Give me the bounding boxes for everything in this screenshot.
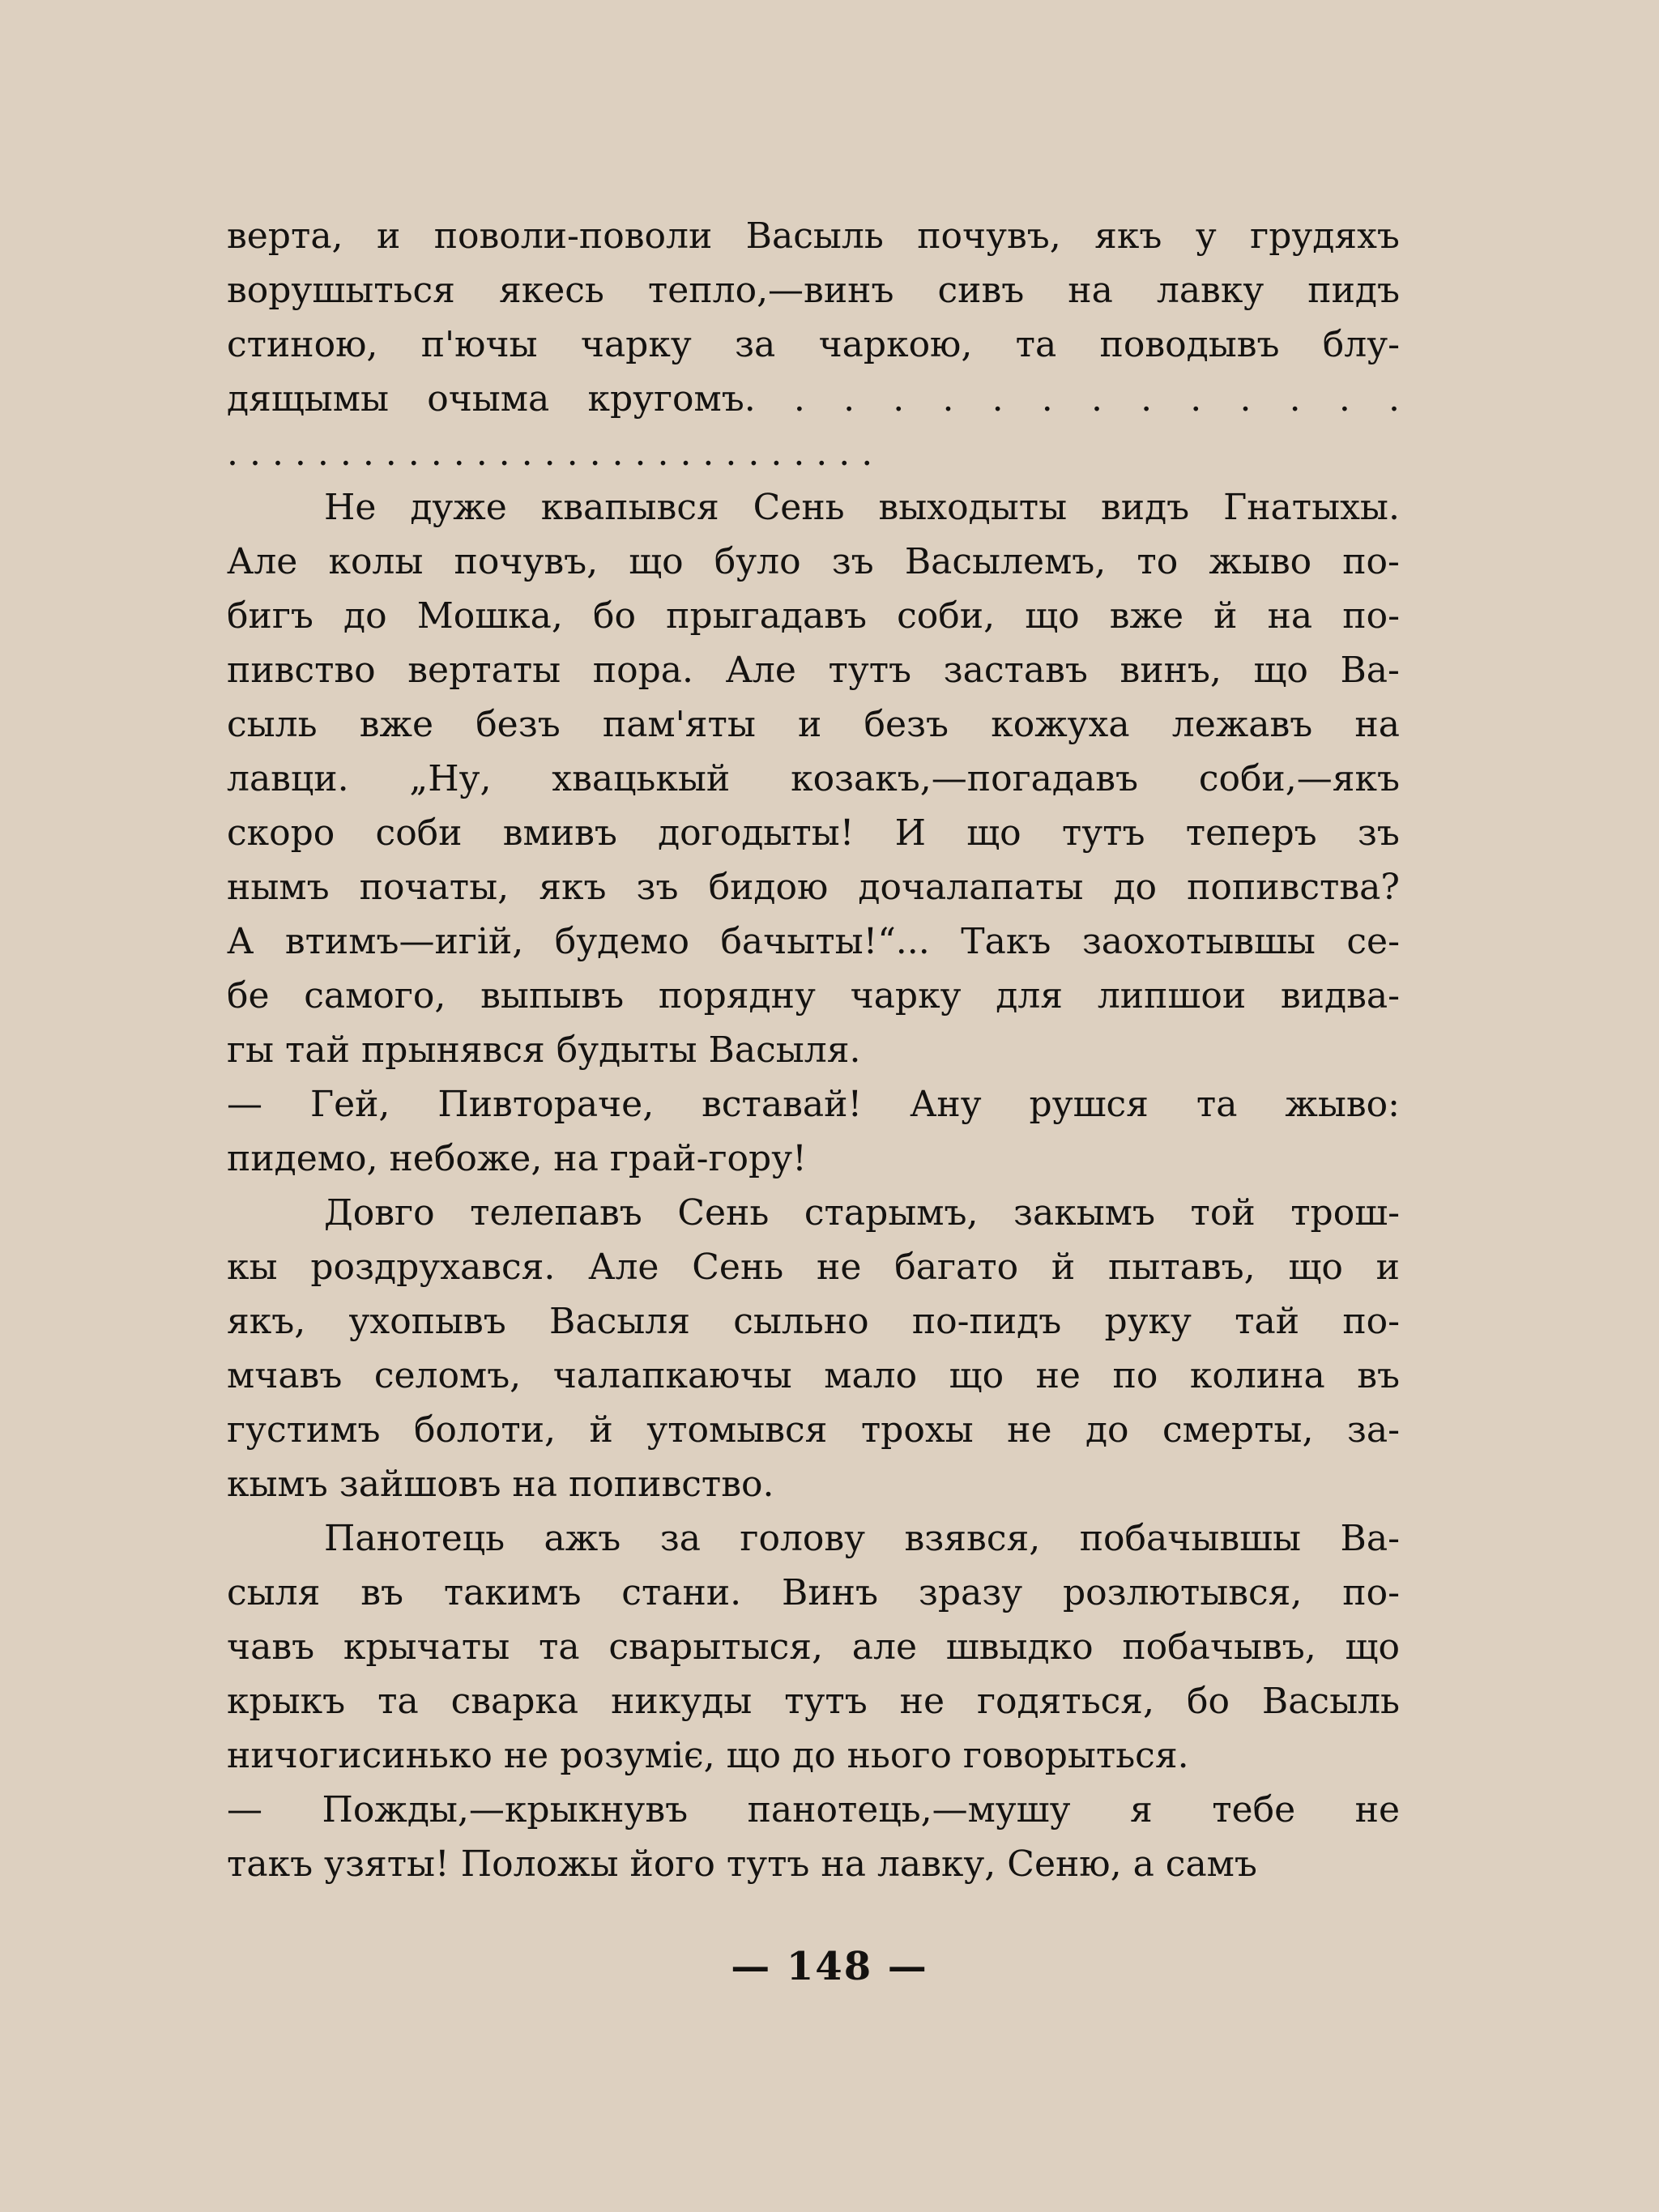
word: чавъ: [227, 1626, 315, 1668]
word: въ: [1357, 1355, 1400, 1396]
word: по-: [1342, 595, 1400, 637]
word: .: [1090, 378, 1102, 420]
word: взявся,: [904, 1518, 1041, 1559]
word: побачывшы: [1079, 1518, 1302, 1559]
text-line: [227, 589, 1400, 643]
text-line: кымъ зайшовъ на попивство.: [227, 1464, 774, 1505]
word: кы: [227, 1247, 278, 1288]
word: не: [1354, 1789, 1400, 1831]
word: по-: [1342, 541, 1400, 582]
word: й: [589, 1409, 613, 1451]
word: по-пидъ: [911, 1301, 1062, 1342]
word: дочалапаты: [858, 867, 1084, 908]
word: вертаты: [407, 650, 561, 691]
word: втимъ—игій,: [284, 921, 524, 962]
word: дящымы: [227, 378, 390, 420]
word: пытавъ,: [1107, 1247, 1256, 1288]
text-line: пидемо, небоже, на грай-гору!: [227, 1138, 807, 1179]
word: догодыты!: [658, 812, 855, 854]
word: хвацькый: [552, 758, 731, 799]
word: кругомъ.: [587, 378, 756, 420]
word: чаркою,: [818, 324, 973, 365]
text-line: [227, 643, 1400, 697]
word: багато: [894, 1247, 1019, 1288]
word: .: [1289, 378, 1301, 420]
word: жыво: [1209, 541, 1312, 582]
word: тутъ: [784, 1681, 868, 1722]
word: Сень: [692, 1247, 784, 1288]
word: .: [793, 378, 805, 420]
word: .: [992, 378, 1004, 420]
word: голову: [740, 1518, 866, 1559]
word: козакъ,—погадавъ: [791, 758, 1138, 799]
text-line: [227, 1674, 1400, 1728]
word: стиною,: [227, 324, 378, 365]
word: и: [376, 215, 401, 257]
word: порядну: [658, 975, 816, 1016]
word: соби: [375, 812, 463, 854]
word: нымъ: [227, 867, 330, 908]
word: безъ: [476, 704, 561, 745]
text-line: гы тай прынявся будыты Васыля.: [227, 1029, 861, 1071]
word: по-: [1342, 1572, 1400, 1613]
word: чарку: [580, 324, 692, 365]
word: роздрухався.: [310, 1247, 556, 1288]
text-line: [227, 1620, 1400, 1674]
word: поволи-поволи: [433, 215, 713, 257]
word: дуже: [410, 487, 507, 528]
word: верта,: [227, 215, 343, 257]
word: почувъ,: [454, 541, 599, 582]
word: зъ: [831, 541, 874, 582]
word: вже: [359, 704, 434, 745]
text-line: [227, 752, 1400, 806]
word: бигъ: [227, 595, 313, 637]
word: пидъ: [1307, 270, 1400, 311]
word: пора.: [592, 650, 693, 691]
word: самого,: [304, 975, 446, 1016]
word: побачывъ,: [1122, 1626, 1316, 1668]
word: блу-: [1322, 324, 1400, 365]
word: Але: [725, 650, 796, 691]
word: видъ: [1100, 487, 1190, 528]
word: я: [1129, 1789, 1153, 1831]
text-line: такъ узяты! Положы його тутъ на лавку, Сеню, а самъ: [227, 1843, 1257, 1885]
word: мало: [824, 1355, 918, 1396]
word: Мошка,: [416, 595, 563, 637]
word: та: [539, 1626, 580, 1668]
text-line: [227, 1294, 1400, 1349]
word: выпывъ: [480, 975, 625, 1016]
word: безъ: [864, 704, 949, 745]
word: той: [1190, 1192, 1256, 1234]
word: стани.: [621, 1572, 742, 1613]
word: якъ,: [227, 1301, 306, 1342]
word: швыдко: [945, 1626, 1094, 1668]
word: не: [1035, 1355, 1081, 1396]
word: почувъ,: [917, 215, 1061, 257]
word: розлютывся,: [1062, 1572, 1303, 1613]
word: ухопывъ: [348, 1301, 506, 1342]
word: .: [1141, 378, 1153, 420]
word: сварытыся,: [608, 1626, 823, 1668]
word: се-: [1346, 921, 1400, 962]
word: бидою: [708, 867, 829, 908]
word: Гей,: [309, 1084, 390, 1125]
word: було: [714, 541, 801, 582]
word: грудяхъ: [1250, 215, 1400, 257]
word: та: [377, 1681, 419, 1722]
text-line: [227, 1566, 1400, 1620]
word: п'ючы: [420, 324, 538, 365]
word: Сень: [677, 1192, 770, 1234]
word: що: [1345, 1626, 1400, 1668]
word: никуды: [611, 1681, 753, 1722]
word: Пивтораче,: [437, 1084, 655, 1125]
word: крыкъ: [227, 1681, 346, 1722]
word: утомывся: [646, 1409, 828, 1451]
word: на: [1068, 270, 1113, 311]
word: теперъ: [1185, 812, 1317, 854]
word: лежавъ: [1171, 704, 1313, 745]
word: старымъ,: [804, 1192, 979, 1234]
word: бо: [1186, 1681, 1230, 1722]
word: мчавъ: [227, 1355, 343, 1396]
word: Васыль: [745, 215, 884, 257]
word: Васыль: [1261, 1681, 1400, 1722]
word: панотець,—мушу: [747, 1789, 1071, 1831]
word: для: [996, 975, 1064, 1016]
word: не: [817, 1247, 862, 1288]
word: зразу: [918, 1572, 1023, 1613]
word: Гнатыхы.: [1223, 487, 1400, 528]
word: ворушыться: [227, 270, 455, 311]
word: ажъ: [544, 1518, 621, 1559]
word: якъ: [539, 867, 607, 908]
word: въ: [360, 1572, 403, 1613]
word: не: [1007, 1409, 1052, 1451]
word: тепло,—винъ: [647, 270, 894, 311]
word: видва-: [1280, 975, 1400, 1016]
word: сыльно: [733, 1301, 869, 1342]
text-line: [227, 697, 1400, 752]
text-line: [227, 1349, 1400, 1403]
word: сыль: [227, 704, 318, 745]
text-line: [227, 914, 1400, 969]
word: та: [1196, 1084, 1238, 1125]
word: Васылемъ,: [904, 541, 1107, 582]
word: годяться,: [976, 1681, 1155, 1722]
word: тай: [1235, 1301, 1300, 1342]
word: що: [949, 1355, 1004, 1396]
word: по: [1112, 1355, 1158, 1396]
word: до: [343, 595, 387, 637]
word: зъ: [1357, 812, 1400, 854]
word: якъ: [1094, 215, 1162, 257]
word: Довго: [324, 1192, 435, 1234]
text-line: [227, 1783, 1400, 1837]
word: телепавъ: [470, 1192, 642, 1234]
word: .: [1190, 378, 1202, 420]
word: що: [1288, 1247, 1343, 1288]
text-line: [227, 263, 1400, 318]
word: скоро: [227, 812, 335, 854]
text-line: [227, 535, 1400, 589]
word: крычаты: [343, 1626, 510, 1668]
word: будемо: [554, 921, 689, 962]
text-line: [227, 1240, 1400, 1294]
word: вже: [1109, 595, 1184, 637]
word: Але: [588, 1247, 659, 1288]
word: прыгадавъ: [666, 595, 868, 637]
word: Такъ: [961, 921, 1051, 962]
word: чалапкаючы: [552, 1355, 792, 1396]
word: Васыля: [549, 1301, 690, 1342]
word: на: [1267, 595, 1313, 637]
word: за: [659, 1518, 701, 1559]
word: рушся: [1029, 1084, 1149, 1125]
word: що: [966, 812, 1021, 854]
word: тутъ: [1061, 812, 1145, 854]
word: й: [1051, 1247, 1076, 1288]
word: такимъ: [443, 1572, 582, 1613]
word: у: [1195, 215, 1217, 257]
word: Ану: [910, 1084, 982, 1125]
word: сварка: [450, 1681, 579, 1722]
word: зъ: [636, 867, 679, 908]
text-line: [227, 1077, 1400, 1132]
word: соби,: [897, 595, 996, 637]
text-line: [227, 969, 1400, 1023]
page-text-block: [227, 209, 1400, 1891]
word: закымъ: [1013, 1192, 1155, 1234]
word: заставъ: [943, 650, 1088, 691]
word: .: [1388, 378, 1400, 420]
text-line: [227, 860, 1400, 914]
word: .: [1338, 378, 1350, 420]
word: И: [894, 812, 926, 854]
word: по-: [1342, 1301, 1400, 1342]
word: бачыты!“...: [720, 921, 930, 962]
text-line: [227, 480, 1400, 535]
word: и: [798, 704, 822, 745]
word: .: [1239, 378, 1252, 420]
word: Панотець: [324, 1518, 505, 1559]
word: кожуха: [991, 704, 1130, 745]
text-line: [227, 1403, 1400, 1457]
word: пам'яты: [602, 704, 756, 745]
word: якесь: [498, 270, 604, 311]
text-line: ничогисинько не розуміє, що до нього говорыться.: [227, 1735, 1189, 1776]
word: лавци.: [227, 758, 349, 799]
word: А: [227, 921, 254, 962]
word: соби,—якъ: [1198, 758, 1400, 799]
text-line: [227, 1186, 1400, 1240]
word: Ва-: [1340, 650, 1400, 691]
word: попивства?: [1187, 867, 1400, 908]
word: селомъ,: [373, 1355, 522, 1396]
word: пивство: [227, 650, 376, 691]
text-line: . . . . . . . . . . . . . . . . . . . . . . . . . . . . .: [227, 433, 873, 474]
word: квапывся: [540, 487, 719, 528]
word: тутъ: [828, 650, 912, 691]
word: густимъ: [227, 1409, 381, 1451]
word: до: [1113, 867, 1158, 908]
word: очыма: [427, 378, 550, 420]
word: винъ,: [1120, 650, 1222, 691]
word: липшои: [1097, 975, 1247, 1016]
word: руку: [1104, 1301, 1192, 1342]
word: бо: [593, 595, 636, 637]
word: смерты,: [1162, 1409, 1314, 1451]
word: .: [942, 378, 954, 420]
text-line: [227, 372, 1400, 426]
word: бе: [227, 975, 270, 1016]
word: Не: [324, 487, 377, 528]
word: й: [1213, 595, 1238, 637]
word: Пожды,—крыкнувъ: [322, 1789, 689, 1831]
word: за-: [1346, 1409, 1400, 1451]
word: сивъ: [937, 270, 1025, 311]
text-line: [227, 209, 1400, 263]
word: и: [1375, 1247, 1400, 1288]
word: не: [899, 1681, 945, 1722]
word: сыля: [227, 1572, 321, 1613]
word: початы,: [359, 867, 510, 908]
word: болоти,: [413, 1409, 557, 1451]
word: Ва-: [1340, 1518, 1400, 1559]
word: —: [227, 1789, 262, 1831]
word: Але: [227, 541, 298, 582]
text-line: [227, 318, 1400, 372]
word: чарку: [850, 975, 962, 1016]
word: що: [1253, 650, 1308, 691]
word: „Ну,: [409, 758, 492, 799]
word: що: [629, 541, 684, 582]
text-line: [227, 806, 1400, 860]
word: вставай!: [702, 1084, 863, 1125]
word: вмивъ: [502, 812, 617, 854]
word: до: [1085, 1409, 1129, 1451]
word: выходыты: [878, 487, 1068, 528]
word: на: [1354, 704, 1400, 745]
word: Винъ: [782, 1572, 878, 1613]
word: що: [1025, 595, 1080, 637]
word: трош-: [1290, 1192, 1400, 1234]
word: Сень: [753, 487, 845, 528]
word: лавку: [1156, 270, 1265, 311]
word: та: [1015, 324, 1057, 365]
word: —: [227, 1084, 262, 1125]
word: заохотывшы: [1081, 921, 1316, 962]
word: але: [851, 1626, 917, 1668]
word: за: [735, 324, 776, 365]
word: то: [1137, 541, 1179, 582]
word: трохы: [860, 1409, 974, 1451]
word: колина: [1189, 1355, 1325, 1396]
word: поводывъ: [1099, 324, 1280, 365]
word: тебе: [1212, 1789, 1296, 1831]
page-number: — 148 —: [731, 1944, 928, 1989]
word: жыво:: [1285, 1084, 1400, 1125]
word: .: [893, 378, 905, 420]
word: колы: [328, 541, 424, 582]
word: .: [843, 378, 855, 420]
text-line: [227, 1511, 1400, 1566]
word: .: [1041, 378, 1053, 420]
